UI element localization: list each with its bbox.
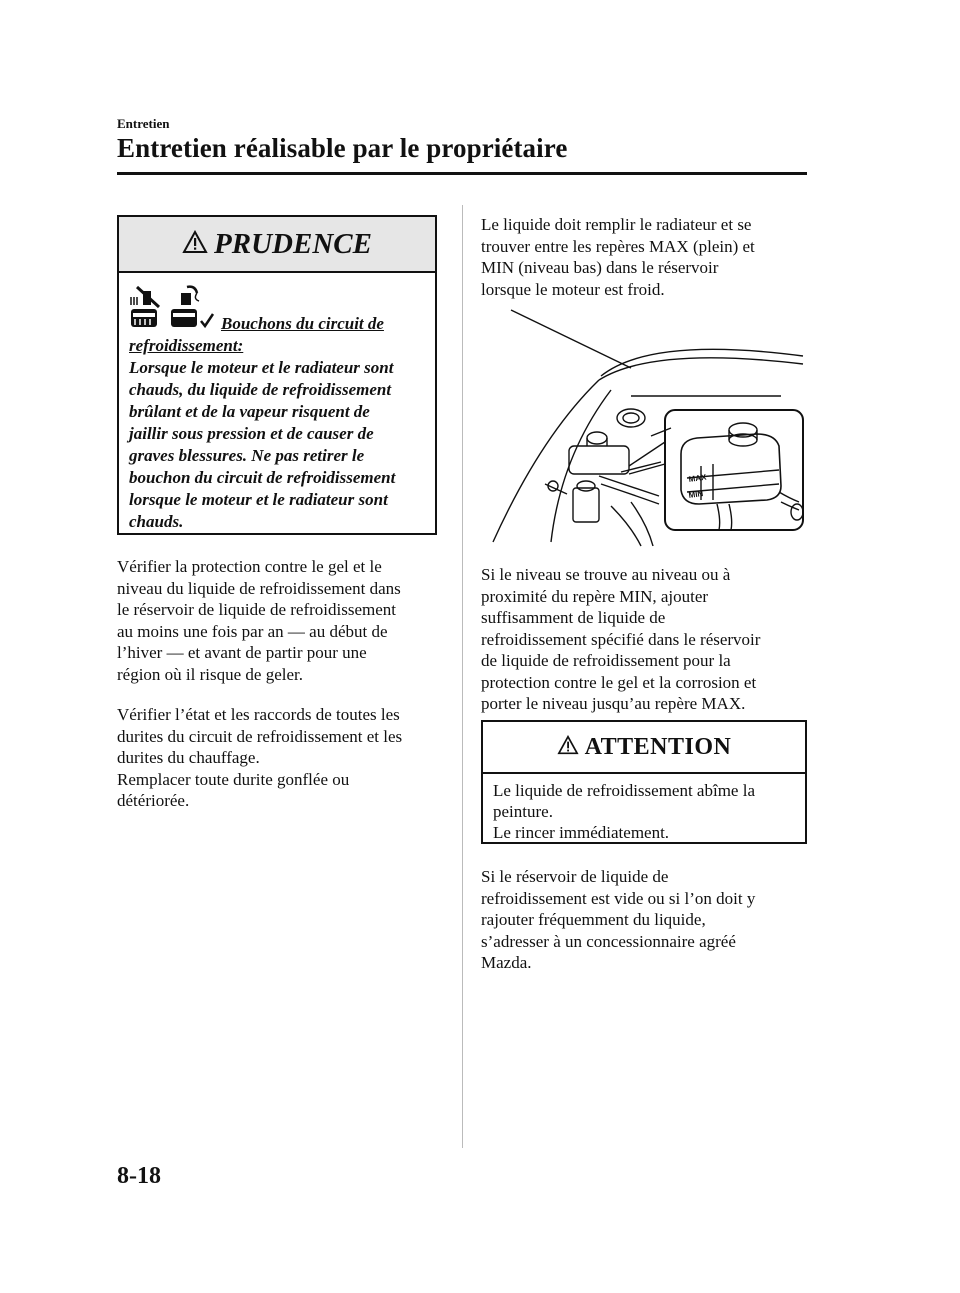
text-line: Vérifier l’état et les raccords de toutes les bbox=[117, 705, 400, 724]
prudence-box bbox=[117, 215, 437, 535]
title-rule bbox=[117, 172, 807, 175]
attention-label: ATTENTION bbox=[584, 733, 732, 760]
paragraph-dealer-advice bbox=[481, 866, 811, 974]
text-line: détériorée. bbox=[117, 791, 190, 810]
prudence-label: PRUDENCE bbox=[214, 227, 372, 260]
radiator-cap-icons bbox=[129, 283, 215, 335]
text-line: MIN (niveau bas) dans le réservoir bbox=[481, 258, 719, 277]
text-line: refroidissement spécifié dans le réservoir bbox=[481, 629, 761, 649]
text-line: Si le niveau se trouve au niveau ou à bbox=[481, 565, 731, 584]
text-line: au moins une fois par an — au début de bbox=[117, 621, 388, 641]
paragraph-hose-check bbox=[117, 704, 447, 812]
text-line: refroidissement est vide ou si l’on doit y bbox=[481, 888, 756, 908]
attention-header bbox=[483, 722, 805, 774]
page-number: 8-18 bbox=[117, 1163, 161, 1189]
text-line: suffisamment de liquide de bbox=[481, 608, 666, 627]
min-mark-label: MIN bbox=[688, 489, 704, 500]
paragraph-add-coolant bbox=[481, 564, 811, 715]
prudence-line: chauds. bbox=[129, 512, 184, 531]
column-divider bbox=[462, 205, 463, 1148]
text-line: le réservoir de liquide de refroidissement bbox=[117, 600, 396, 619]
text-line: porter le niveau jusqu’au repère MAX. bbox=[481, 694, 746, 713]
paragraph-fluid-level bbox=[481, 214, 811, 300]
prudence-line: graves blessures. Ne pas retirer le bbox=[129, 446, 365, 465]
text-line: protection contre le gel et la corrosion et bbox=[481, 672, 757, 692]
text-line: durites du circuit de refroidissement et les bbox=[117, 726, 403, 746]
paragraph-antifreeze-check bbox=[117, 556, 447, 685]
prudence-line: chauds, du liquide de refroidissement bbox=[129, 380, 392, 399]
text-line: peinture. bbox=[493, 802, 553, 821]
no-open-hot-radiator-icon bbox=[129, 283, 167, 335]
text-line: niveau du liquide de refroidissement dans bbox=[117, 578, 401, 598]
page-title: Entretien réalisable par le propriétaire bbox=[117, 133, 568, 163]
attention-body bbox=[483, 774, 805, 849]
prudence-subtitle: Bouchons du circuit de refroidissement: bbox=[129, 314, 384, 355]
warning-triangle-icon bbox=[182, 230, 208, 259]
text-line: Si le réservoir de liquide de bbox=[481, 867, 669, 886]
text-line: s’adresser à un concessionnaire agréé bbox=[481, 931, 736, 951]
text-line: trouver entre les repères MAX (plein) et bbox=[481, 236, 755, 256]
text-line: Remplacer toute durite gonflée ou bbox=[117, 769, 350, 789]
text-line: durites du chauffage. bbox=[117, 748, 260, 767]
prudence-line: lorsque le moteur et le radiateur sont bbox=[129, 490, 388, 509]
prudence-line: brûlant et de la vapeur risquent de bbox=[129, 402, 370, 421]
text-line: Le rincer immédiatement. bbox=[493, 823, 670, 842]
max-mark-label: MAX bbox=[688, 472, 707, 484]
text-line: l’hiver — et avant de partir pour une bbox=[117, 643, 367, 662]
text-line: proximité du repère MIN, ajouter bbox=[481, 586, 709, 606]
prudence-body bbox=[119, 273, 435, 533]
text-line: de liquide de refroidissement pour la bbox=[481, 651, 731, 670]
text-line: rajouter fréquemment du liquide, bbox=[481, 910, 706, 929]
prudence-line: Lorsque le moteur et le radiateur sont bbox=[129, 358, 394, 377]
section-label: Entretien bbox=[117, 116, 170, 131]
text-line: Le liquide doit remplir le radiateur et se bbox=[481, 215, 752, 234]
check-cold-radiator-icon bbox=[167, 283, 215, 335]
text-line: lorsque le moteur est froid. bbox=[481, 279, 665, 299]
text-line: Mazda. bbox=[481, 953, 532, 972]
prudence-line: jaillir sous pression et de causer de bbox=[129, 424, 374, 443]
attention-box bbox=[481, 720, 807, 844]
warning-triangle-icon bbox=[557, 735, 579, 760]
text-line: Vérifier la protection contre le gel et le bbox=[117, 557, 382, 576]
prudence-header bbox=[119, 217, 435, 273]
text-line: Le liquide de refroidissement abîme la bbox=[493, 781, 755, 800]
text-line: région où il risque de geler. bbox=[117, 664, 304, 684]
engine-coolant-reservoir-illustration bbox=[481, 306, 807, 548]
prudence-line: bouchon du circuit de refroidissement bbox=[129, 468, 396, 487]
